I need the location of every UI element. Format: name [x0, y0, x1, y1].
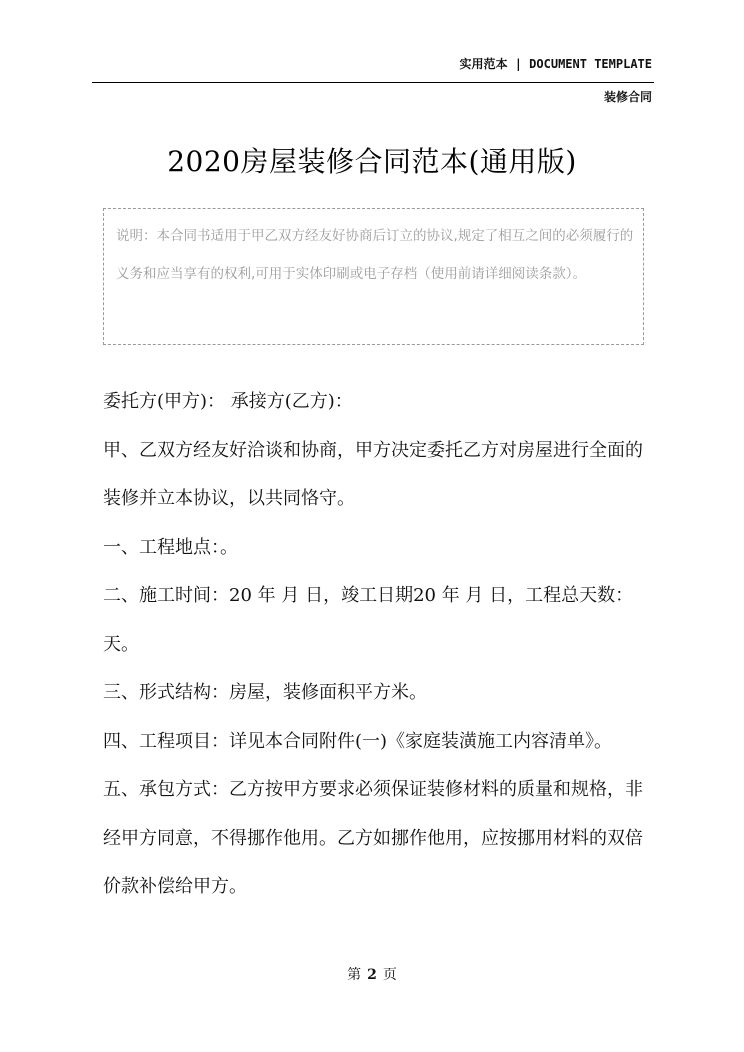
document-title: 2020房屋装修合同范本(通用版) [167, 145, 577, 178]
header-category-label: 装修合同 [603, 90, 652, 104]
page-footer [0, 964, 744, 984]
clause-schedule: 二、施工时间：20 年 月 日，竣工日期20 年 月 日，工程总天数：天。 [103, 585, 634, 655]
page-number: 2 [367, 967, 377, 983]
usage-notice-box [103, 208, 644, 345]
page-prefix: 第 [347, 967, 362, 983]
clause-items: 四、工程项目：详见本合同附件(一)《家庭装潢施工内容清单》。 [103, 730, 613, 752]
header-divider [92, 82, 654, 83]
header-template-label: 实用范本 | DOCUMENT TEMPLATE [459, 57, 652, 71]
page-suffix: 页 [382, 967, 397, 983]
parties-line: 委托方(甲方)： 承接方(乙方)： [103, 391, 353, 412]
clause-structure: 三、形式结构：房屋，装修面积平方米。 [103, 682, 427, 703]
clause-contracting-method: 五、承包方式：乙方按甲方要求必须保证装修材料的质量和规格，非经甲方同意，不得挪作他用。乙方如挪作他用，应按挪用材料的双倍价款补偿给甲方。 [103, 779, 643, 897]
clause-location: 一、工程地点：。 [103, 536, 238, 558]
usage-notice-text: 说明：本合同书适用于甲乙双方经友好协商后订立的协议,规定了相互之间的必须履行的义务和应当享有的权利,可用于实体印刷或电子存档（使用前请详细阅读条款）。 [116, 228, 634, 282]
contract-body [103, 378, 655, 912]
intro-paragraph: 甲、乙双方经友好洽谈和协商，甲方决定委托乙方对房屋进行全面的装修并立本协议，以共同恪守。 [103, 439, 643, 509]
